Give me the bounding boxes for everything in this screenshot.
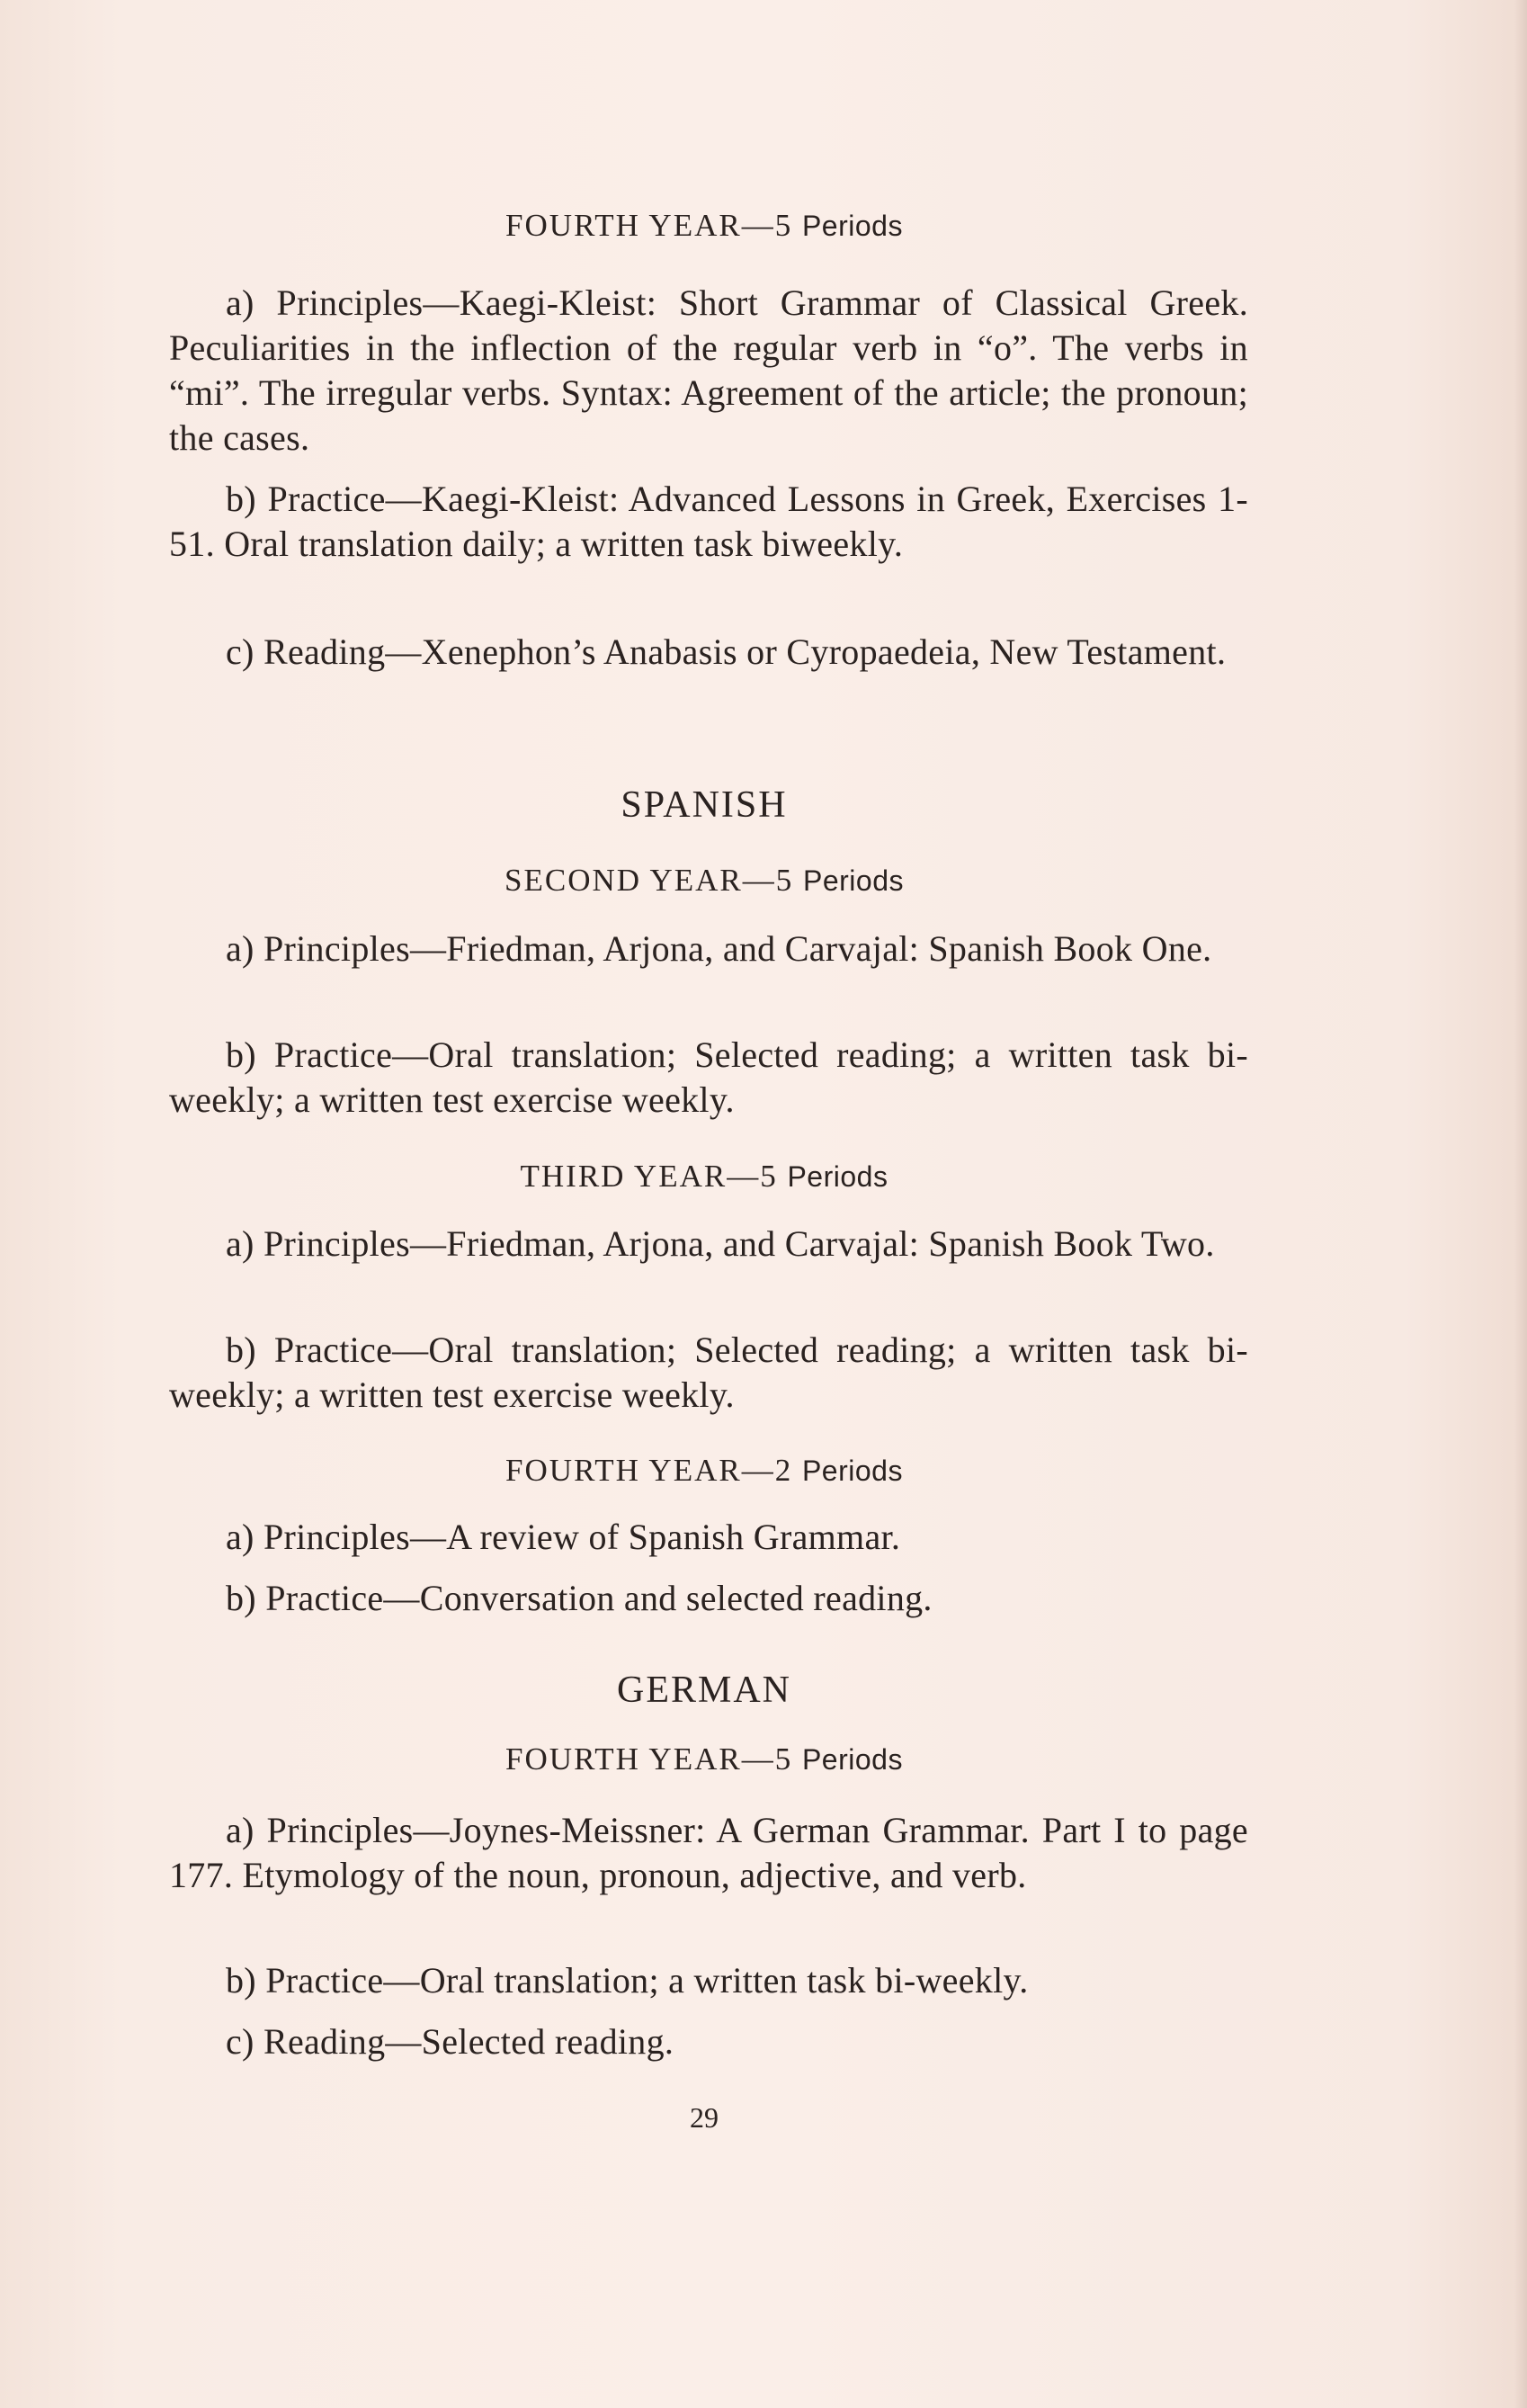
heading-label: FOURTH YEAR—5	[505, 1741, 793, 1777]
german-section-title: GERMAN	[616, 1669, 791, 1711]
page-number: 29	[690, 2101, 719, 2134]
spanish-second-year-heading	[0, 864, 1408, 896]
heading-periods: Periods	[801, 210, 903, 242]
heading-periods: Periods	[801, 1743, 903, 1776]
heading-label: THIRD YEAR—5	[520, 1159, 778, 1194]
spanish-fourth-year-heading	[0, 1455, 1408, 1486]
spanish-second-principles-paragraph: a) Principles—Friedman, Arjona, and Carvajal: Spanish Book One.	[226, 928, 1212, 969]
heading-periods: Periods	[787, 1160, 889, 1193]
german-reading-paragraph: c) Reading—Selected reading.	[226, 2021, 674, 2062]
german-practice-paragraph: b) Practice—Oral translation; a written task bi-weekly.	[226, 1960, 1029, 2001]
spanish-third-principles-paragraph: a) Principles—Friedman, Arjona, and Carvajal: Spanish Book Two.	[226, 1223, 1215, 1264]
greek-fourth-year-heading	[0, 210, 1408, 241]
heading-label: FOURTH YEAR—5	[505, 208, 793, 243]
spanish-section-title: SPANISH	[621, 784, 788, 826]
spanish-fourth-principles-paragraph: a) Principles—A review of Spanish Grammar.	[226, 1517, 901, 1557]
page-edge-shadow	[1514, 0, 1527, 2408]
german-fourth-year-heading	[0, 1743, 1408, 1775]
greek-practice-paragraph: b) Practice—Kaegi-Kleist: Advanced Lessons in Greek, Exercises 1-51. Oral translation daily; a written task biweekly.	[169, 479, 1248, 564]
german-principles-paragraph: a) Principles—Joynes-Meissner: A German Grammar. Part I to page 177. Etymology of the noun, pronoun, adjective, and verb.	[169, 1810, 1248, 1895]
heading-label: FOURTH YEAR—2	[505, 1453, 793, 1488]
spanish-third-year-heading	[0, 1160, 1408, 1192]
heading-periods: Periods	[801, 1455, 903, 1487]
spanish-second-practice-paragraph: b) Practice—Oral translation; Selected reading; a written task bi-weekly; a written test exercise weekly.	[169, 1034, 1248, 1120]
greek-principles-paragraph: a) Principles—Kaegi-Kleist: Short Grammar of Classical Greek. Peculiarities in the inflection of the regular verb in “o”. The verbs in “mi”. The irregular verbs. Syntax: Agreement of the article; the pronoun; the cases.	[169, 282, 1248, 458]
greek-reading-paragraph: c) Reading—Xenephon’s Anabasis or Cyropaedeia, New Testament.	[226, 631, 1227, 672]
heading-periods: Periods	[803, 864, 904, 897]
heading-label: SECOND YEAR—5	[505, 863, 794, 898]
spanish-fourth-practice-paragraph: b) Practice—Conversation and selected reading.	[226, 1578, 933, 1618]
spanish-third-practice-paragraph: b) Practice—Oral translation; Selected reading; a written task bi-weekly; a written test exercise weekly.	[169, 1329, 1248, 1415]
